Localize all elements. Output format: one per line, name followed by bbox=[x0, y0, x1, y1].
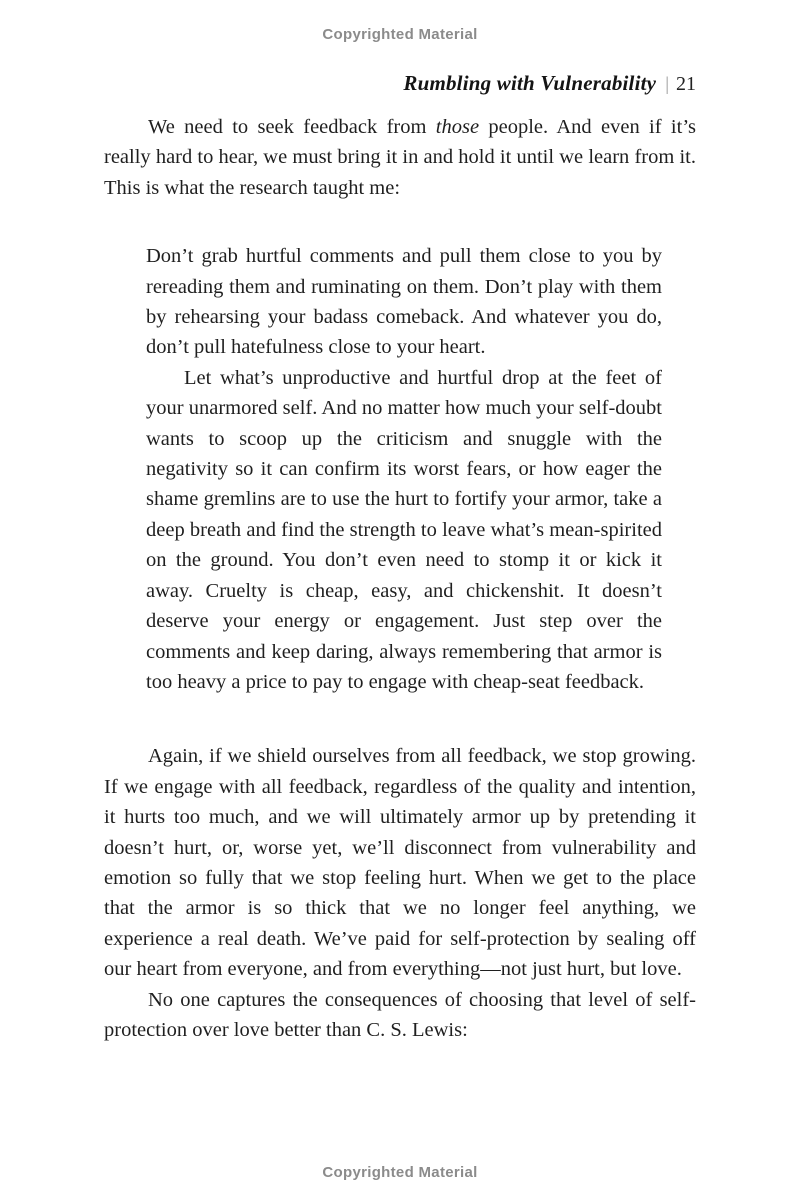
copyright-notice-top: Copyrighted Material bbox=[322, 26, 478, 43]
paragraph-intro bbox=[104, 112, 696, 203]
chapter-title: Rumbling with Vulnerability bbox=[403, 71, 657, 95]
page-number: 21 bbox=[676, 73, 696, 95]
quote-paragraph-1: Don’t grab hurtful comments and pull them close to you by rereading them and ruminating on them. Don’t play with them by rehearsing your badass comeback. And whatever you do, don’t pull hatefulness close to your heart. bbox=[146, 245, 662, 359]
paragraph-intro-text: We need to seek feedback from bbox=[148, 116, 436, 138]
paragraph-intro-text-cont: people. And even if it’s really hard to hear, we must bring it in and hold it until we learn from it. This is what the research taught me: bbox=[104, 116, 696, 199]
block-quote bbox=[146, 241, 662, 697]
emphasized-word: those bbox=[435, 116, 480, 138]
text-block bbox=[104, 71, 696, 1045]
running-head-separator: | bbox=[665, 74, 669, 95]
quote-paragraph-2: Let what’s unproductive and hurtful drop at the feet of your unarmored self. And no matter how much your self-doubt wants to scoop up the criticism and snuggle with the negativity so it can confirm its worst fears, or how eager the shame gremlins are to use the hurt to fortify your armor, take a deep breath and find the strength to leave what’s mean-spirited on the ground. You don’t even need to stomp it or kick it away. Cruelty is cheap, easy, and chickenshit. It doesn’t deserve your energy or engagement. Just step over the comments and keep daring, always remembering that armor is too heavy a price to pay to engage with cheap-seat feedback. bbox=[146, 366, 662, 693]
paragraph-again: Again, if we shield ourselves from all feedback, we stop growing. If we engage with all feedback, regardless of the quality and intention, it hurts too much, and we will ultimately armor up by pretending it doesn’t hurt, or, worse yet, we’ll disconnect from vulnerability and emotion so fully that we stop feeling hurt. When we get to the place that the armor is so thick that we no longer feel anything, we experience a real death. We’ve paid for self-protection by sealing off our heart from everyone, and from everything—not just hurt, but love. bbox=[104, 745, 696, 981]
body-text bbox=[104, 112, 696, 1045]
running-head bbox=[104, 71, 696, 96]
paragraph-lewis-intro: No one captures the consequences of choosing that level of self-protection over love better than C. S. Lewis: bbox=[104, 988, 696, 1041]
copyright-notice-bottom: Copyrighted Material bbox=[322, 1164, 478, 1181]
